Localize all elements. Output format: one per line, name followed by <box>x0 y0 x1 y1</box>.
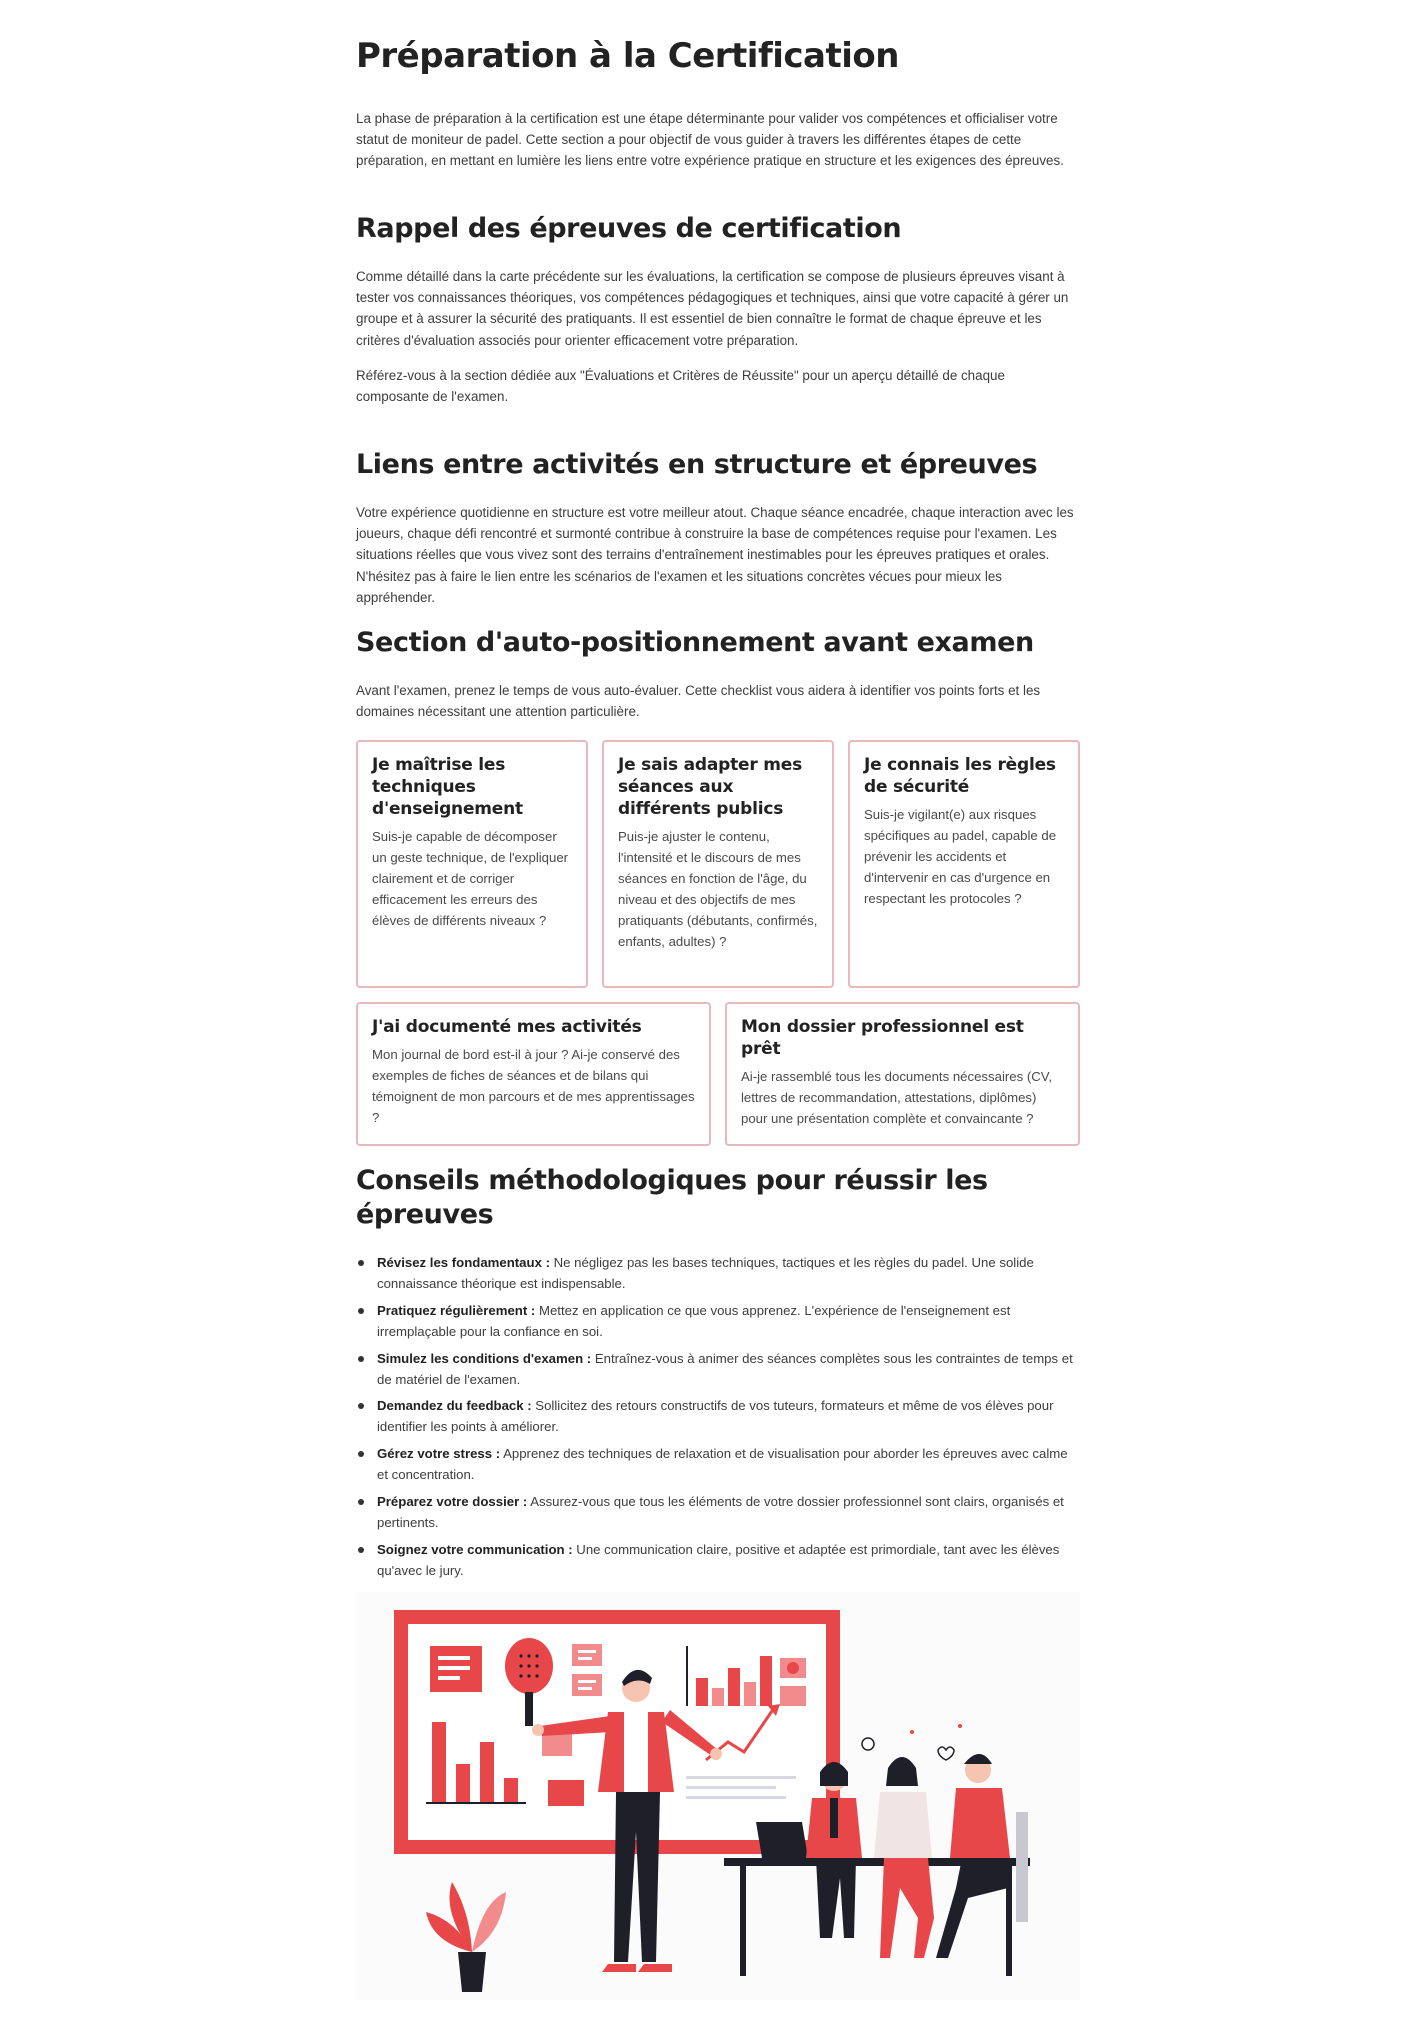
card-text: Ai-je rassemblé tous les documents nécessaires (CV, lettres de recommandation, attestations, diplômes) pour une présentation complète et convaincante ? <box>741 1069 1053 1126</box>
tip-text: Assurez-vous que tous les éléments de votre dossier professionnel sont clairs, organisés et pertinents. <box>377 1493 1064 1530</box>
section-auto <box>356 626 1080 660</box>
auto-body <box>356 680 1080 722</box>
section-liens <box>356 448 1080 482</box>
rappel-body <box>356 266 1080 407</box>
card-title: J'ai documenté mes activités <box>372 1017 642 1037</box>
list-item <box>356 1348 1080 1390</box>
card-text: Suis-je vigilant(e) aux risques spécifiques au padel, capable de prévenir les accidents et d'intervenir en cas d'urgence en respectant les protocoles ? <box>864 807 1057 906</box>
tip-label: Pratiquez régulièrement : <box>377 1302 536 1318</box>
liens-body <box>356 502 1080 608</box>
tips-list <box>356 1252 1080 1581</box>
laptop-icon <box>756 1822 808 1858</box>
checklist-card <box>848 740 1080 988</box>
tip-label: Préparez votre dossier : <box>377 1493 528 1509</box>
tip-text: Une communication claire, positive et adaptée est primordiale, tant avec les élèves qu'avec le jury. <box>377 1541 1060 1578</box>
section-heading: Section d'auto-positionnement avant examen <box>356 627 1034 658</box>
tip-text: Ne négligez pas les bases techniques, tactiques et les règles du padel. Une solide connaissance théorique est indispensable. <box>377 1255 1034 1291</box>
list-item <box>356 1300 1080 1342</box>
tip-text: Sollicitez des retours constructifs de vos tuteurs, formateurs et même de vos élèves pour identifier les points à améliorer. <box>377 1398 1054 1435</box>
section-heading: Liens entre activités en structure et épreuves <box>356 449 1038 480</box>
tip-label: Révisez les fondamentaux : <box>377 1255 550 1270</box>
tip-label: Gérez votre stress : <box>377 1446 501 1462</box>
tip-label: Simulez les conditions d'examen : <box>377 1350 592 1366</box>
intro-paragraph: La phase de préparation à la certification est une étape déterminante pour valider vos compétences et officialiser votre statut de moniteur de padel. Cette section a pour objectif de vous guider à travers les différentes étapes de cette préparation, en mettant en lumière les liens entre votre expérience pratique en structure et les exigences des épreuves. <box>356 111 1064 169</box>
card-text: Puis-je ajuster le contenu, l'intensité et le discours de mes séances en fonction de l'âge, du niveau et des objectifs de mes pratiquants (débutants, confirmés, enfants, adultes) ? <box>618 829 818 949</box>
checklist-card <box>602 740 834 988</box>
page-title: Préparation à la Certification <box>356 36 899 76</box>
checklist-card <box>356 1002 711 1146</box>
intro-block <box>356 108 1080 172</box>
liens-paragraph: Votre expérience quotidienne en structure est votre meilleur atout. Chaque séance encadrée, chaque interaction avec les joueurs, chaque défi rencontré et surmonté contribue à construire la base de compétences requise pour l'examen. Les situations réelles que vous vivez sont des terrains d'entraînement inestimables pour les épreuves pratiques et orales. N'hésitez pas à faire le lien entre les scénarios de l'examen et les situations concrètes vécues pour mieux les appréhender. <box>356 505 1074 605</box>
section-rappel <box>356 212 1080 246</box>
section-heading: Rappel des épreuves de certification <box>356 213 902 244</box>
rappel-paragraph-2: Référez-vous à la section dédiée aux "Évaluations et Critères de Réussite" pour un aperçu détaillé de chaque composante de l'examen. <box>356 367 1005 405</box>
card-title: Mon dossier professionnel est prêt <box>741 1017 1024 1059</box>
card-text: Suis-je capable de décomposer un geste technique, de l'expliquer clairement et de corriger efficacement les erreurs des élèves de différents niveaux ? <box>372 829 569 928</box>
tips-list-container <box>356 1252 1080 1587</box>
checklist-card <box>356 740 588 988</box>
checklist-card <box>725 1002 1080 1146</box>
list-item <box>356 1539 1080 1581</box>
rappel-paragraph-1: Comme détaillé dans la carte précédente sur les évaluations, la certification se compose de plusieurs épreuves visant à tester vos connaissances théoriques, vos compétences pédagogiques et techniques, ainsi que votre capacité à gérer un groupe et à assurer la sécurité des pratiquants. Il est essentiel de bien connaître le format de chaque épreuve et les critères d'évaluation associés pour orienter efficacement votre préparation. <box>356 269 1069 348</box>
card-title: Je maîtrise les techniques d'enseignement <box>372 755 523 819</box>
list-item <box>356 1395 1080 1437</box>
tip-label: Soignez votre communication : <box>377 1541 573 1557</box>
list-item <box>356 1252 1080 1294</box>
card-text: Mon journal de bord est-il à jour ? Ai-je conservé des exemples de fiches de séances et de bilans qui témoignent de mon parcours et de mes apprentissages ? <box>372 1047 695 1125</box>
tip-text: Mettez en application ce que vous apprenez. L'expérience de l'enseignement est irremplaçable pour la confiance en soi. <box>377 1302 1011 1339</box>
card-title: Je sais adapter mes séances aux différents publics <box>618 755 803 819</box>
auto-paragraph: Avant l'examen, prenez le temps de vous auto-évaluer. Cette checklist vous aidera à identifier vos points forts et les domaines nécessitant une attention particulière. <box>356 683 1041 720</box>
section-conseils <box>356 1164 996 1232</box>
list-item <box>356 1491 1080 1533</box>
presentation-illustration <box>356 1592 1080 2000</box>
card-title: Je connais les règles de sécurité <box>864 755 1056 797</box>
section-heading: Conseils méthodologiques pour réussir les épreuves <box>356 1165 988 1230</box>
tip-text: Entraînez-vous à animer des séances complètes sous les contraintes de temps et de matériel de l'examen. <box>377 1350 1073 1387</box>
tip-text: Apprenez des techniques de relaxation et de visualisation pour aborder les épreuves avec calme et concentration. <box>377 1446 1068 1483</box>
tip-label: Demandez du feedback : <box>377 1398 532 1414</box>
list-item <box>356 1443 1080 1485</box>
